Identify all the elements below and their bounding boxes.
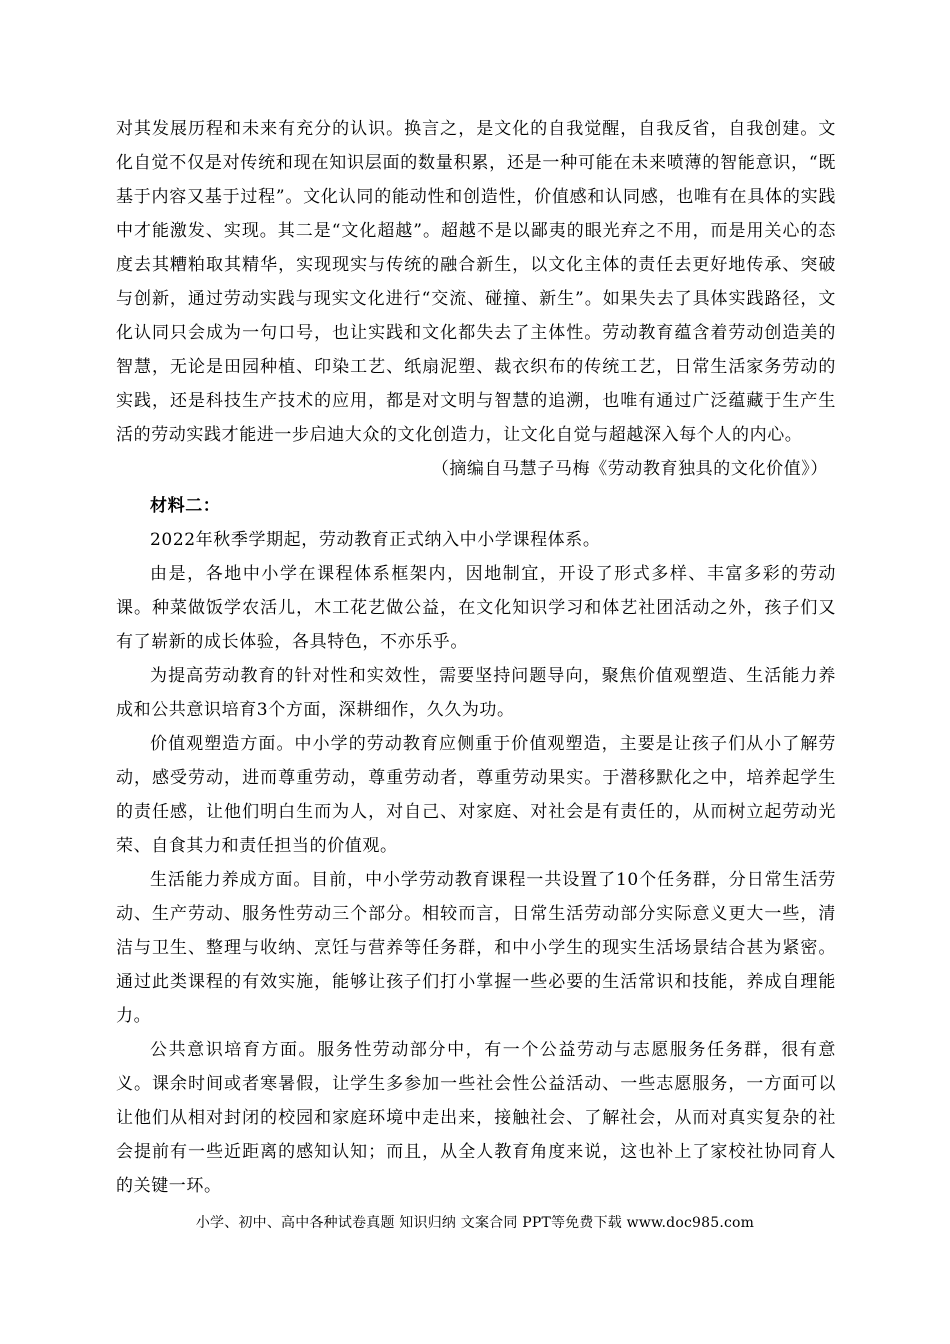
material-two-paragraph-4: 价值观塑造方面。中小学的劳动教育应侧重于价值观塑造，主要是让孩子们从小了解劳动，感受劳动，进而尊重劳动，尊重劳动者，尊重劳动果实。于潜移默化之中，培养起学生的责任感，让他们明白生而为人，对自己、对家庭、对社会是有责任的，从而树立起劳动光荣、自食其力和责任担当的价值观。 bbox=[116, 734, 836, 856]
material-two-paragraph-2: 由是，各地中小学在课程体系框架内，因地制宜，开设了形式多样、丰富多彩的劳动课。种菜做饭学农活儿，木工花艺做公益，在文化知识学习和体艺社团活动之外，孩子们又有了崭新的成长体验，各具特色，不亦乐乎。 bbox=[116, 564, 836, 652]
material-two-heading: 材料二： bbox=[150, 496, 221, 516]
material-two-paragraph-6: 公共意识培育方面。服务性劳动部分中，有一个公益劳动与志愿服务任务群，很有意义。课余时间或者寒暑假，让学生多参加一些社会性公益活动、一些志愿服务，一方面可以让他们从相对封闭的校园和家庭环境中走出来，接触社会、了解社会，从而对真实复杂的社会提前有一些近距离的感知认知；而且，从全人教育角度来说，这也补上了家校社协同育人的关键一环。 bbox=[116, 1040, 836, 1196]
material-two-paragraph-1: 2022年秋季学期起，劳动教育正式纳入中小学课程体系。 bbox=[150, 530, 601, 550]
passage-continuation-paragraph: 对其发展历程和未来有充分的认识。换言之，是文化的自我觉醒，自我反省，自我创建。文化自觉不仅是对传统和现在知识层面的数量积累，还是一种可能在未来喷薄的智能意识，“既基于内容又基于过程”。文化认同的能动性和创造性，价值感和认同感，也唯有在具体的实践中才能激发、实现。其二是“文化超越”。超越不是以鄙夷的眼光弃之不用，而是用关心的态度去其糟粕取其精华，实现现实与传统的融合新生，以文化主体的责任去更好地传承、突破与创新，通过劳动实践与现实文化进行“交流、碰撞、新生”。如果失去了具体实践路径，文化认同只会成为一句口号，也让实践和文化都失去了主体性。劳动教育蕴含着劳动创造美的智慧，无论是田园种植、印染工艺、纸扇泥塑、裁衣织布的传统工艺，日常生活家务劳动的实践，还是科技生产技术的应用，都是对文明与智慧的追溯，也唯有通过广泛蕴藏于生产生活的劳动实践才能进一步启迪大众的文化创造力，让文化自觉与超越深入每个人的内心。 bbox=[116, 119, 836, 445]
page-footer: 小学、初中、高中各种试卷真题 知识归纳 文案合同 PPT等免费下载 www.doc985.com bbox=[195, 1215, 755, 1231]
material-two-paragraph-3: 为提高劳动教育的针对性和实效性，需要坚持问题导向，聚焦价值观塑造、生活能力养成和公共意识培育3个方面，深耕细作，久久为功。 bbox=[116, 666, 836, 720]
document-body bbox=[116, 112, 836, 1203]
source-attribution: （摘编自马慧子马梅《劳动教育独具的文化价值》） bbox=[431, 459, 828, 479]
material-two-paragraph-5: 生活能力养成方面。目前，中小学劳动教育课程一共设置了10个任务群，分日常生活劳动、生产劳动、服务性劳动三个部分。相较而言，日常生活劳动部分实际意义更大一些，清洁与卫生、整理与收纳、烹饪与营养等任务群，和中小学生的现实生活场景结合甚为紧密。通过此类课程的有效实施，能够让孩子们打小掌握一些必要的生活常识和技能，养成自理能力。 bbox=[116, 870, 836, 1026]
